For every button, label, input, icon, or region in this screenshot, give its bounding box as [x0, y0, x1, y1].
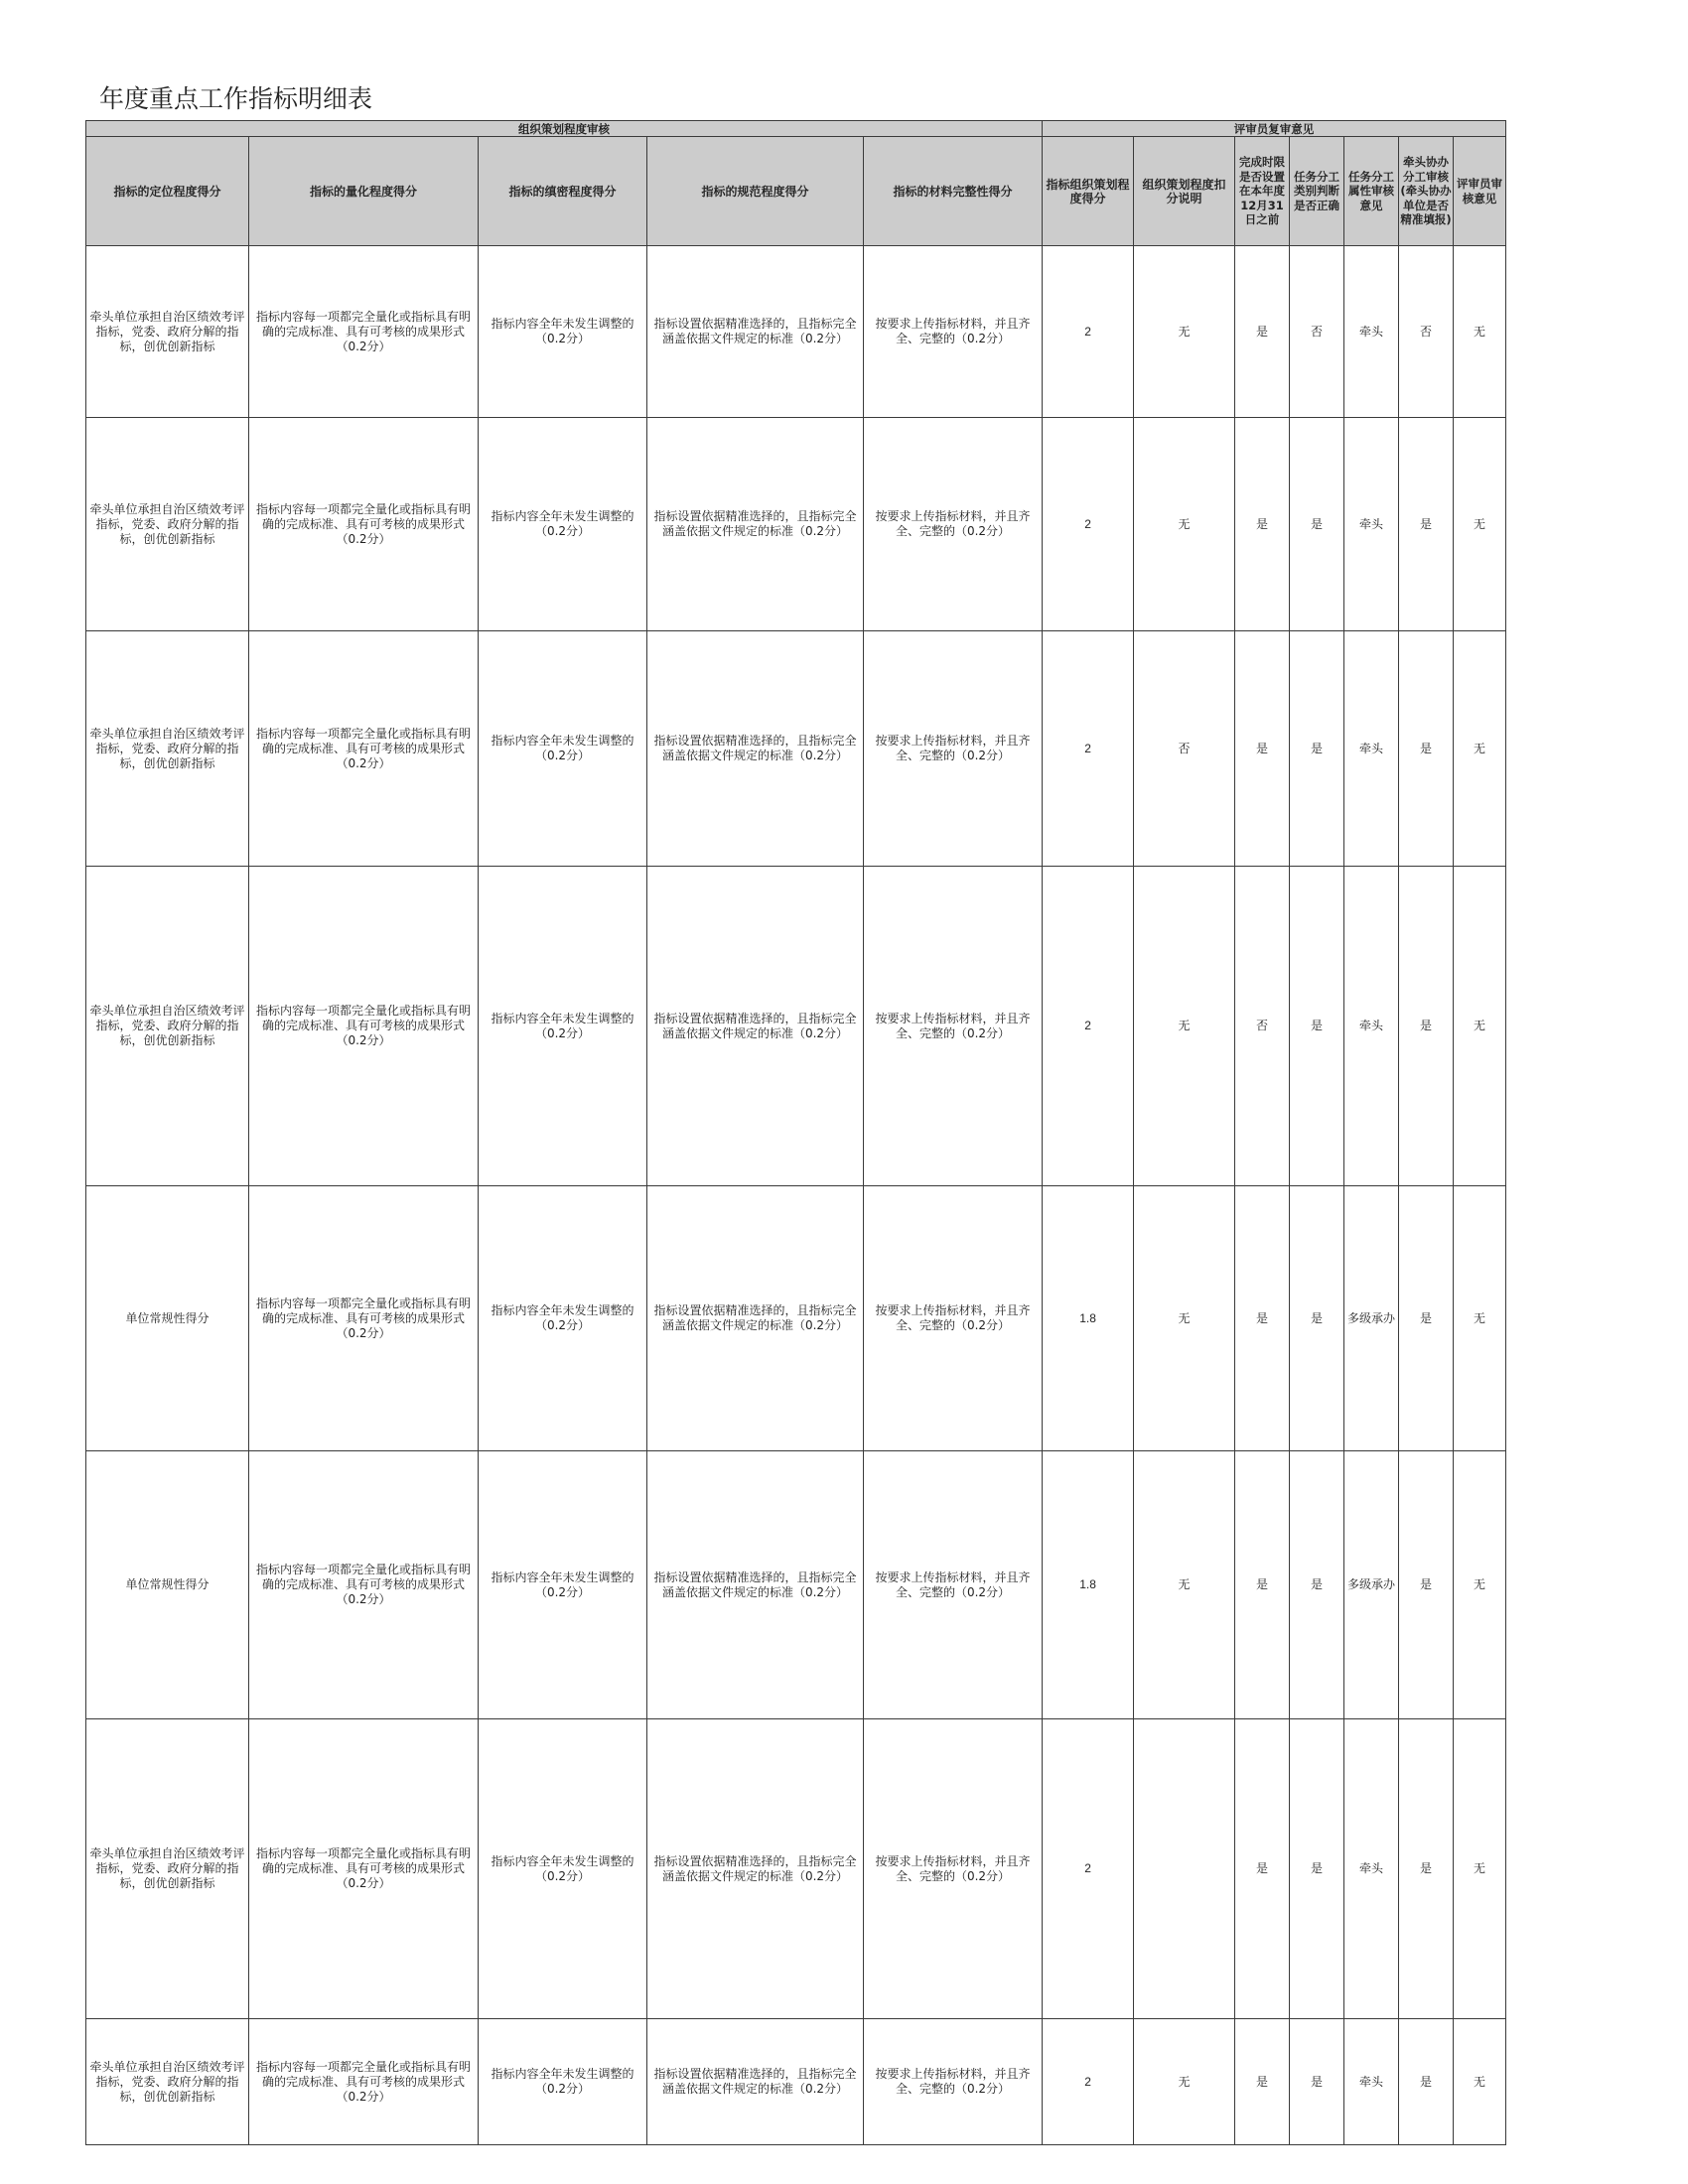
- table-cell: 是: [1235, 1451, 1290, 1719]
- table-cell: 是: [1290, 631, 1344, 867]
- table-row: [86, 418, 1506, 631]
- column-header: 任务分工属性审核意见: [1344, 137, 1399, 246]
- table-cell: 按要求上传指标材料，并且齐全、完整的（0.2分）: [864, 2019, 1043, 2145]
- table-cell: 牵头: [1344, 246, 1399, 418]
- table-cell: 1.8: [1043, 1186, 1134, 1451]
- table-cell: 指标内容全年未发生调整的（0.2分）: [479, 1186, 647, 1451]
- table-cell: 是: [1290, 2019, 1344, 2145]
- column-header-row: [86, 137, 1506, 246]
- table-cell: 按要求上传指标材料，并且齐全、完整的（0.2分）: [864, 1451, 1043, 1719]
- table-cell: 指标内容全年未发生调整的（0.2分）: [479, 418, 647, 631]
- table-cell: 无: [1454, 1451, 1506, 1719]
- column-header: 指标的规范程度得分: [647, 137, 864, 246]
- column-header: 牵头协办分工审核(牵头协办单位是否精准填报): [1399, 137, 1454, 246]
- table-cell: 是: [1399, 418, 1454, 631]
- table-cell: 指标内容每一项都完全量化或指标具有明确的完成标准、具有可考核的成果形式（0.2分）: [249, 246, 479, 418]
- table-cell: 否: [1290, 246, 1344, 418]
- table-cell: 指标内容全年未发生调整的（0.2分）: [479, 2019, 647, 2145]
- table-row: [86, 1451, 1506, 1719]
- table-cell: 指标内容全年未发生调整的（0.2分）: [479, 867, 647, 1186]
- table-cell: 1.8: [1043, 1451, 1134, 1719]
- column-header: 指标的材料完整性得分: [864, 137, 1043, 246]
- table-cell: 是: [1290, 1719, 1344, 2019]
- column-header: 指标的缜密程度得分: [479, 137, 647, 246]
- table-cell: 无: [1134, 2019, 1235, 2145]
- table-cell: 按要求上传指标材料，并且齐全、完整的（0.2分）: [864, 1186, 1043, 1451]
- table-cell: 是: [1399, 1186, 1454, 1451]
- table-cell: 指标内容全年未发生调整的（0.2分）: [479, 1719, 647, 2019]
- table-cell: 无: [1134, 1451, 1235, 1719]
- table-cell: 是: [1399, 2019, 1454, 2145]
- table-cell: 指标内容全年未发生调整的（0.2分）: [479, 631, 647, 867]
- table-cell: 2: [1043, 1719, 1134, 2019]
- table-cell: 是: [1290, 1186, 1344, 1451]
- group-header-organization-review: 组织策划程度审核: [86, 121, 1043, 137]
- table-cell: 是: [1235, 246, 1290, 418]
- table-row: [86, 867, 1506, 1186]
- table-cell: 多级承办: [1344, 1186, 1399, 1451]
- table-cell: 无: [1454, 1719, 1506, 2019]
- table-cell: 指标内容每一项都完全量化或指标具有明确的完成标准、具有可考核的成果形式（0.2分）: [249, 418, 479, 631]
- table-cell: 指标设置依据精准选择的，且指标完全涵盖依据文件规定的标准（0.2分）: [647, 2019, 864, 2145]
- table-cell: 牵头单位承担自治区绩效考评指标，党委、政府分解的指标，创优创新指标: [86, 418, 249, 631]
- table-cell: 指标设置依据精准选择的，且指标完全涵盖依据文件规定的标准（0.2分）: [647, 1186, 864, 1451]
- table-cell: 无: [1134, 867, 1235, 1186]
- table-cell: 是: [1235, 631, 1290, 867]
- table-row: [86, 246, 1506, 418]
- column-header: 指标组织策划程度得分: [1043, 137, 1134, 246]
- table-cell: 指标设置依据精准选择的，且指标完全涵盖依据文件规定的标准（0.2分）: [647, 1719, 864, 2019]
- table-cell: 无: [1134, 1186, 1235, 1451]
- table-cell: 无: [1134, 418, 1235, 631]
- table-cell: 无: [1454, 418, 1506, 631]
- table-cell: 指标内容全年未发生调整的（0.2分）: [479, 246, 647, 418]
- table-cell: 牵头: [1344, 867, 1399, 1186]
- table-cell: 牵头: [1344, 418, 1399, 631]
- table-cell: 无: [1454, 1186, 1506, 1451]
- table-cell: 是: [1399, 1451, 1454, 1719]
- column-header: 评审员审核意见: [1454, 137, 1506, 246]
- indicator-table: [85, 120, 1506, 2145]
- page-title: 年度重点工作指标明细表: [99, 84, 373, 113]
- column-header: 指标的量化程度得分: [249, 137, 479, 246]
- table-cell: 是: [1399, 1719, 1454, 2019]
- table-cell: 是: [1235, 418, 1290, 631]
- table-cell: 牵头: [1344, 2019, 1399, 2145]
- table-row: [86, 2019, 1506, 2145]
- table-cell: 无: [1134, 246, 1235, 418]
- table-cell: 2: [1043, 2019, 1134, 2145]
- table-cell: 无: [1454, 2019, 1506, 2145]
- table-cell: 牵头单位承担自治区绩效考评指标，党委、政府分解的指标，创优创新指标: [86, 631, 249, 867]
- table-cell: 按要求上传指标材料，并且齐全、完整的（0.2分）: [864, 867, 1043, 1186]
- table-cell: 指标内容每一项都完全量化或指标具有明确的完成标准、具有可考核的成果形式（0.2分）: [249, 1719, 479, 2019]
- table-cell: 是: [1399, 631, 1454, 867]
- table-cell: 是: [1399, 867, 1454, 1186]
- table-cell: 单位常规性得分: [86, 1451, 249, 1719]
- table-cell: 牵头单位承担自治区绩效考评指标，党委、政府分解的指标，创优创新指标: [86, 1719, 249, 2019]
- table-cell: 指标内容每一项都完全量化或指标具有明确的完成标准、具有可考核的成果形式（0.2分）: [249, 2019, 479, 2145]
- table-cell: 指标设置依据精准选择的，且指标完全涵盖依据文件规定的标准（0.2分）: [647, 246, 864, 418]
- table-cell: 牵头单位承担自治区绩效考评指标，党委、政府分解的指标，创优创新指标: [86, 2019, 249, 2145]
- group-header-reviewer-opinion: 评审员复审意见: [1043, 121, 1506, 137]
- table-cell: 2: [1043, 631, 1134, 867]
- table-cell: 牵头: [1344, 631, 1399, 867]
- table-cell: 按要求上传指标材料，并且齐全、完整的（0.2分）: [864, 418, 1043, 631]
- table-cell: 是: [1290, 418, 1344, 631]
- table-cell: 否: [1134, 631, 1235, 867]
- table-cell: 否: [1235, 867, 1290, 1186]
- table-cell: 牵头单位承担自治区绩效考评指标，党委、政府分解的指标，创优创新指标: [86, 867, 249, 1186]
- table-row: [86, 1186, 1506, 1451]
- table-cell: 指标内容每一项都完全量化或指标具有明确的完成标准、具有可考核的成果形式（0.2分）: [249, 1451, 479, 1719]
- table-cell: 无: [1454, 867, 1506, 1186]
- table-row: [86, 1719, 1506, 2019]
- table-body: [86, 246, 1506, 2145]
- table-cell: 指标设置依据精准选择的，且指标完全涵盖依据文件规定的标准（0.2分）: [647, 867, 864, 1186]
- table-cell: 2: [1043, 418, 1134, 631]
- table-cell: 单位常规性得分: [86, 1186, 249, 1451]
- table-cell: 指标设置依据精准选择的，且指标完全涵盖依据文件规定的标准（0.2分）: [647, 631, 864, 867]
- table-cell: 指标设置依据精准选择的，且指标完全涵盖依据文件规定的标准（0.2分）: [647, 418, 864, 631]
- column-header: 任务分工类别判断是否正确: [1290, 137, 1344, 246]
- group-header-row: [86, 121, 1506, 137]
- column-header: 指标的定位程度得分: [86, 137, 249, 246]
- table-cell: 是: [1290, 1451, 1344, 1719]
- table-cell: 否: [1399, 246, 1454, 418]
- column-header: 完成时限是否设置在本年度12月31日之前: [1235, 137, 1290, 246]
- table-cell: 2: [1043, 867, 1134, 1186]
- table-cell: 指标设置依据精准选择的，且指标完全涵盖依据文件规定的标准（0.2分）: [647, 1451, 864, 1719]
- table-cell: 无: [1454, 631, 1506, 867]
- table-row: [86, 631, 1506, 867]
- table-cell: 2: [1043, 246, 1134, 418]
- table-cell: 是: [1235, 2019, 1290, 2145]
- table-cell: 指标内容每一项都完全量化或指标具有明确的完成标准、具有可考核的成果形式（0.2分）: [249, 1186, 479, 1451]
- table-cell: 按要求上传指标材料，并且齐全、完整的（0.2分）: [864, 1719, 1043, 2019]
- table-cell: 是: [1290, 867, 1344, 1186]
- table-cell: 是: [1235, 1719, 1290, 2019]
- table-cell: 牵头: [1344, 1719, 1399, 2019]
- table-cell: 无: [1454, 246, 1506, 418]
- table-cell: 按要求上传指标材料，并且齐全、完整的（0.2分）: [864, 631, 1043, 867]
- table-cell: 牵头单位承担自治区绩效考评指标，党委、政府分解的指标，创优创新指标: [86, 246, 249, 418]
- column-header: 组织策划程度扣分说明: [1134, 137, 1235, 246]
- table-cell: 指标内容每一项都完全量化或指标具有明确的完成标准、具有可考核的成果形式（0.2分）: [249, 867, 479, 1186]
- table-cell: 指标内容全年未发生调整的（0.2分）: [479, 1451, 647, 1719]
- table-cell: 指标内容每一项都完全量化或指标具有明确的完成标准、具有可考核的成果形式（0.2分）: [249, 631, 479, 867]
- table-cell: [1134, 1719, 1235, 2019]
- table-cell: 按要求上传指标材料，并且齐全、完整的（0.2分）: [864, 246, 1043, 418]
- table-cell: 多级承办: [1344, 1451, 1399, 1719]
- table-cell: 是: [1235, 1186, 1290, 1451]
